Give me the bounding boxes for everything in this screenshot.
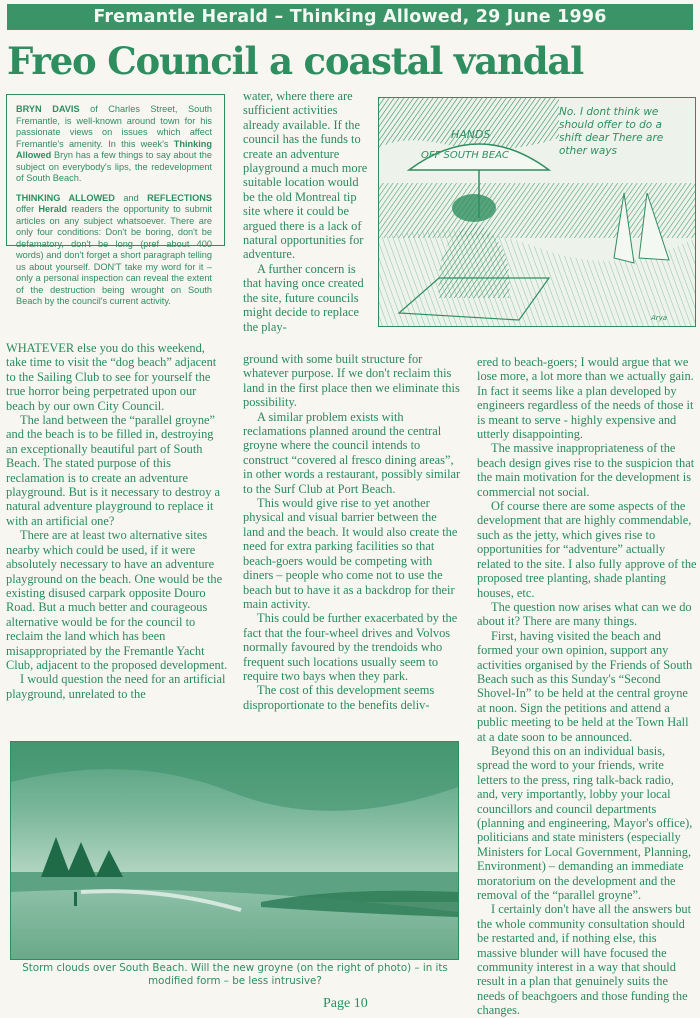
headline: Freo Council a coastal vandal (7, 39, 584, 83)
person (74, 892, 77, 906)
article-column-2-narrow (243, 89, 373, 334)
artist-signature: Arya (651, 314, 668, 322)
paragraph: There are at least two alternative sites nearby which could be used, if it were absolutely necessary to have an adventure playground on the beach. One would be the existing disused carpark opposite Douro Road. But a much better and courageous alternative would be for the council to reclaim the land which has been misappropriated by the Fremantle Yacht Club, adjacent to the proposed development. (6, 528, 228, 672)
paragraph: A similar problem exists with reclamations planned around the central groyne where the council intends to construct “covered al fresco dining areas”, in other words a restaurant, possibly similar to the Surf Club at Port Beach. (243, 409, 461, 496)
paragraph: Of course there are some aspects of the development that are highly commendable, such as the jetty, which gives rise to opportunities for “adventure” actually related to the site. I also fully approve of the proposed tree planting, shade planting houses, etc. (477, 499, 697, 600)
beach-photo (10, 741, 459, 960)
paragraph: I certainly don't have all the answers but the whole community consultation should be restarted and, if nothing else, this massive blunder will have focused the community interest in a way that should result in a plan that genuinely suits the needs of beachgoers and those funding the changes. (477, 902, 692, 1018)
umbrella-text-1: HANDS (451, 128, 491, 141)
paragraph: A further concern is that having once created the site, future councils might decide to replace the play- (243, 261, 364, 334)
masthead-banner: Fremantle Herald – Thinking Allowed, 29 June 1996 (7, 4, 693, 30)
sun-hat (452, 194, 496, 222)
intro-text (16, 104, 212, 316)
umbrella-text-2: OFF SOUTH BEAC (421, 150, 509, 161)
intro-paragraph-author: BRYN DAVIS of Charles Street, South Fremantle, is well-known around town for his passionate views on issues which affect Fremantle's amenity. In this week's Thinking Allowed Bryn has a few things to say about the subject on everybody's lips, the redevelopment of South Beach. (16, 104, 212, 183)
paragraph: First, having visited the beach and formed your own opinion, support any activities organised by the Friends of South Beach such as this Sunday's “Second Shovel-In” to be held at the central groyne at noon. Sign the petitions and attend a public meeting to be held at the Town Hall at a date soon to be announced. (477, 628, 693, 744)
paragraph: WHATEVER else you do this weekend, take time to visit the “dog beach” adjacent to the Sailing Club to see for yourself the true horror being perpetrated upon our beach by our own City Council. (6, 341, 217, 413)
page-number: Page 10 (323, 996, 368, 1011)
photo-caption: Storm clouds over South Beach. Will the new groyne (on the right of photo) – in its modified form – be less intrusive? (22, 962, 448, 987)
paragraph: The land between the “parallel groyne” and the beach is to be filled in, destroying an exceptionally beautiful part of South Beach. The stated purpose of this reclamation is to create an adventure playground. But is it necessary to destroy a natural adventure playground to replace it with an artificial one? (6, 413, 221, 528)
article-column-1 (6, 341, 228, 701)
paragraph: The question now arises what can we do about it? There are many things. (477, 599, 692, 629)
paragraph: ground with some built structure for whatever purpose. If we don't reclaim this land in the first place then we eliminate this possibility. (243, 352, 460, 410)
paragraph: water, where there are sufficient activities already available. If the council has the funds to create an adventure playground a much more suitable location would be the old Montreal tip site where it could be argued there is a lack of natural opportunities for adventure. (243, 89, 368, 262)
paragraph: I would question the need for an artificial playground, unrelated to the (6, 672, 226, 701)
photo-image (11, 742, 458, 959)
paragraph: ered to beach-goers; I would argue that we lose more, a lot more than we actually gain. In fact it seems like a plan developed by engineers regardless of the needs of those it is meant to serve - highly expensive and utterly disappointing. (477, 355, 694, 442)
paragraph: This could be further exacerbated by the fact that the four-wheel drives and Volvos normally favoured by the trendoids who frequent such locations usually seem to require two bays when they park. (243, 611, 458, 683)
intro-paragraph-submissions: THINKING ALLOWED and REFLECTIONS offer Herald readers the opportunity to submit articles on any subject whatsoever. There are only four conditions: Don't be boring, don't be defamatory, don't be long (pref about 400 words) and don't forget a short paragraph telling us about yourself. DON'T take my word for it – only a personal inspection can reveal the extent of the destruction being wrought on South Beach by the council's current activity. (16, 192, 212, 306)
paragraph: Beyond this on an individual basis, spread the word to your friends, write letters to the press, ring talk-back radio, and, very importantly, lobby your local councillors and council departments (planning and engineering, Mayor's office), politicians and state ministers (especially Ministers for Local Government, Planning, Environment) – demanding an immediate moratorium on the development and the removal of the “parallel groyne”. (477, 743, 693, 903)
author-name: BRYN DAVIS (16, 104, 80, 114)
paragraph: The massive inappropriateness of the beach design gives rise to the suspicion that the main motivation for the development is commercial not social. (477, 441, 695, 499)
article-column-2-wide (243, 352, 461, 712)
paragraph: This would give rise to yet another physical and visual barrier between the land and the beach. It would also create the need for extra parking facilities so that beach-goers would be competing with diners – people who come not to use the beach but to have it as a backdrop for their main activity. (243, 496, 458, 611)
paragraph: The cost of this development seems disproportionate to the benefits deliv- (243, 683, 435, 712)
speech-bubble-text: No. I dont think we should offer to do a shift dear There are other ways (559, 106, 664, 157)
cartoon-illustration (378, 97, 696, 327)
article-column-3 (477, 355, 697, 1018)
